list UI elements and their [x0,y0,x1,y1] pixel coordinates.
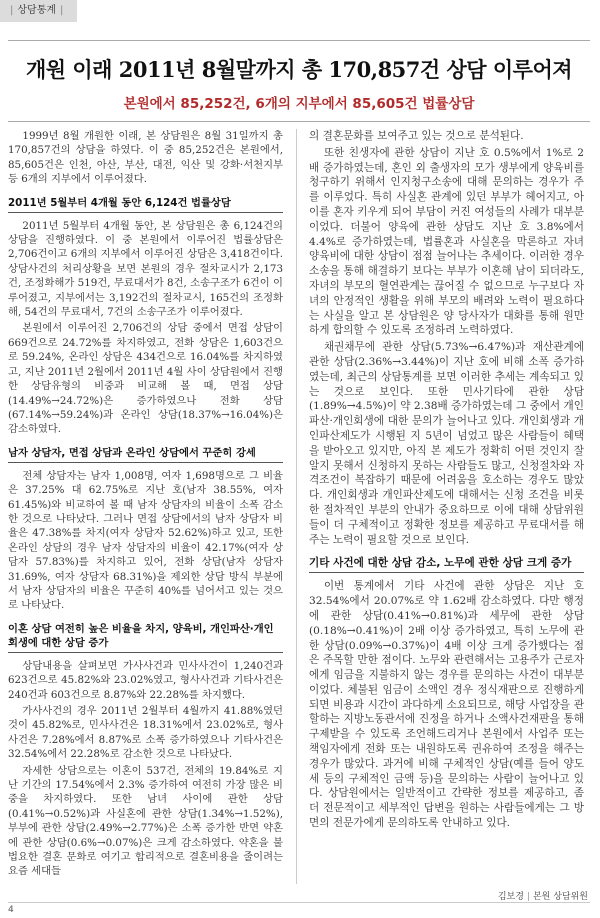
body-paragraph: 또한 친생자에 관한 상담이 지난 호 0.5%에서 1%로 2배 증가하였는데, 혼인 외 출생자의 모가 생부에게 양육비를 청구하기 위해서 인지청구소송에 대해 문의하는 경우가 주를 이루었다. 특히 사실혼 관계에 있던 부부가 헤어지고, 아이를 혼자 키우게 되어 부담이 커진 여성들의 사례가 대부분이었다. 더불어 양육에 관한 상담도 지난 호 3.8%에서 4.4%로 증가하였는데, 법률혼과 사실혼을 막론하고 자녀 양육비에 대한 상담이 점점 늘어나는 추세이다. 이러한 경우 소송을 통해 해결하기 보다는 부부가 이혼해 남이 되더라도, 자녀의 부모의 혈연관계는 끊어질 수 없으므로 누구보다 자녀의 안정적인 생활을 위해 부모의 배려와 노력이 필요하다는 사실을 알고 본 상담원은 양 당사자가 대화를 통해 원만하게 합의할 수 있도록 조정하려 노력하였다. [309,146,584,337]
left-column [8,129,283,884]
body-paragraph: 이번 통계에서 기타 사건에 관한 상담은 지난 호 32.54%에서 20.07%로 약 1.62배 감소하였다. 다만 행정에 관한 상담(0.41%→0.81%)과 세무에 관한 상담(0.18%→0.41%)이 2배 이상 증가하였고, 특히 노무에 관한 상담(0.09%→0.37%)이 4배 이상 크게 증가했다는 점은 주목할 만한 점이다. 노무와 관련해서는 고용주가 근로자에게 임금을 지불하지 않는 경우를 문의하는 사건이 대부분이었다. 체불된 임금이 소액인 경우 정식재판으로 진행하게 되면 비용과 시간이 과다하게 소요되므로, 해당 사업장을 관할하는 지방노동관서에 진정을 하거나 소액사건재판을 통해 구제받을 수 있도록 조언해드리거나 본원에서 사업주 또는 책임자에게 전화 또는 내원하도록 권유하여 조정을 해주는 경우가 많았다. 과거에 비해 구체적인 상담(예를 들어 양도세 등의 구체적인 금액 등)을 문의하는 사람이 늘어나고 있다. 상담원에서는 일반적이고 간략한 정보를 제공하고, 좀 더 전문적이고 세부적인 답변을 원하는 사람들에게는 그 방면의 전문가에게 문의하도록 안내하고 있다. [309,580,584,830]
body-paragraph: 본원에서 이루어진 2,706건의 상담 중에서 면접 상담이 669건으로 24.72%를 차지하였고, 전화 상담은 1,603건으로 59.24%, 온라인 상담은 434건으로 16.04%를 차지하였고, 지난 2011년 2월에서 2011년 4월 사이 상담원에서 진행한 상담유형의 비중과 비교해 볼 때, 면접 상담(14.49%→24.72%)은 증가하였으나 전화 상담(67.14%→59.24%)과 온라인 상담(18.37%→16.04%)은 감소하였다. [8,322,283,436]
tab-bar-left: | [10,5,14,16]
section-heading: 남자 상담자, 면접 상담과 온라인 상담에서 꾸준히 강세 [8,446,283,463]
right-column [309,129,584,899]
bottom-rule [8,902,590,903]
author-name: 김보경 [497,892,524,902]
tab-bar-right: | [60,5,64,16]
body-paragraph: 의 결혼문화를 보여주고 있는 것으로 분석된다. [309,130,524,142]
section-heading: 기타 사건에 대한 상담 감소, 노무에 관한 상담 크게 증가 [309,556,584,573]
section-label: 상담통계 [17,5,57,16]
page-number: 4 [8,905,14,915]
body-paragraph: 상담내용을 살펴보면 가사사건과 민사사건이 1,240건과 623건으로 45.82%와 23.02%였고, 형사사건과 기타사건은 240건과 603건으로 8.87%와 22.28%를 차지했다. [8,659,283,701]
column-divider [296,129,297,884]
title-rule [8,121,590,122]
author-dept: 본원 상담위원 [532,892,588,902]
byline [498,889,588,902]
body-paragraph: 2011년 5월부터 4개월 동안, 본 상담원은 총 6,124건의 상담을 진행하였다. 이 중 본원에서 이루어진 법률상담은 2,706건이고 6개의 지부에서 이루어진 상담은 3,418건이다. 상담사건의 처리상황을 보면 본원의 경우 절차교시가 2,173건, 조정화해가 519건, 무료대서가 8건, 소송구조가 6건이 이루어졌고, 지부에서는 3,192건의 절차교시, 165건의 조정화해, 54건의 무료대서, 7건의 소송구조가 이루어졌다. [8,219,283,319]
body-paragraph: 1999년 8월 개원한 이래, 본 상담원은 8월 31일까지 총 170,857건의 상담을 하였다. 이 중 85,252건은 본원에서, 85,605건은 인천, 아산, 부산, 대전, 익산 및 강화·서천지부 등 6개의 지부에서 이루어졌다. [8,130,283,186]
top-rule [8,40,590,41]
body-paragraph: 자세한 상담으로는 이혼이 537건, 전체의 19.84%로 지난 기간의 17.54%에서 2.3% 증가하여 여전히 가장 많은 비중을 차지하였다. 또한 남녀 사이에 관한 상담(0.41%→0.52%)과 사실혼에 관한 상담(1.34%→1.52%), 부부에 관한 상담(2.49%→2.77%)은 소폭 증가한 반면 약혼에 관한 상담(0.6%→0.07%)은 크게 감소하였다. 약혼을 불법요한 결혼 문화로 여기고 합리적으로 결혼비용을 줄이려는 요즘 세대들 [8,764,283,878]
body-paragraph: 전체 상담자는 남자 1,008명, 여자 1,698명으로 그 비율은 37.25% 대 62.75%로 지난 호(남자 38.55%, 여자 61.45%)와 비교하여 볼 때 남자 상담자의 비율이 소폭 감소한 것으로 나타났다. 그러나 면접 상담에서의 남자 상담자 비율은 47.38%를 차지(여자 상담자 52.62%)하고 있고, 또한 온라인 상담의 경우 남자 상담자의 비율이 42.17%(여자 상담자 57.83%)를 차지하고 있어, 전화 상담(남자 상담자 31.69%, 여자 상담자 68.31%)을 제외한 상담 방식 부분에서 남자 상담자의 비율은 꾸준히 40%를 넘어서고 있는 것으로 나타났다. [8,469,283,612]
article-headline: 개원 이래 2011년 8월말까지 총 170,857건 상담 이루어져 [25,57,573,82]
section-heading: 이혼 상담 여전히 높은 비율을 차지, 양육비, 개인파산·개인회생에 대한 상담 증가 [8,622,283,653]
section-tab [0,0,77,22]
article-subtitle: 본원에서 85,252건, 6개의 지부에서 85,605건 법률상담 [123,96,475,112]
byline-separator: | [526,892,530,902]
body-paragraph: 채권채무에 관한 상담(5.73%→6.47%)과 재산관계에 관한 상담(2.36%→3.44%)이 지난 호에 비해 소폭 증가하였는데, 최근의 상담통계를 보면 이러한 추세는 계속되고 있는 것으로 보인다. 또한 민사기타에 관한 상담(1.89%→4.5%)이 약 2.38배 증가하였는데 그 중에서 개인파산·개인회생에 대한 문의가 늘어나고 있다. 개인회생과 개인파산제도가 시행된 지 5년이 넘었고 많은 사람들이 혜택을 받아오고 있지만, 아직 본 제도가 정확히 어떤 것인지 잘 알지 못해서 신청하지 못하는 사람들도 많고, 신청절차와 자격조건이 복잡하기 때문에 어려움을 호소하는 경우도 많았다. 개인회생과 개인파산제도에 대해서는 신청 조건을 비롯한 절차적인 부분의 안내가 중요하므로 이에 대해 상담위원들이 더 구체적이고 정확한 정보를 제공하고 무료대서를 해주는 노력이 필요할 것으로 보인다. [309,341,585,546]
body-paragraph: 가사사건의 경우 2011년 2월부터 4월까지 41.88%였던 것이 45.82%로, 민사사건은 18.31%에서 23.02%로, 형사사건은 7.28%에서 8.87%로 소폭 증가하였으나 기타사건은 32.54%에서 22.28%로 감소한 것으로 나타났다. [8,705,283,761]
section-heading: 2011년 5월부터 4개월 동안 6,124건 법률상담 [8,196,283,213]
